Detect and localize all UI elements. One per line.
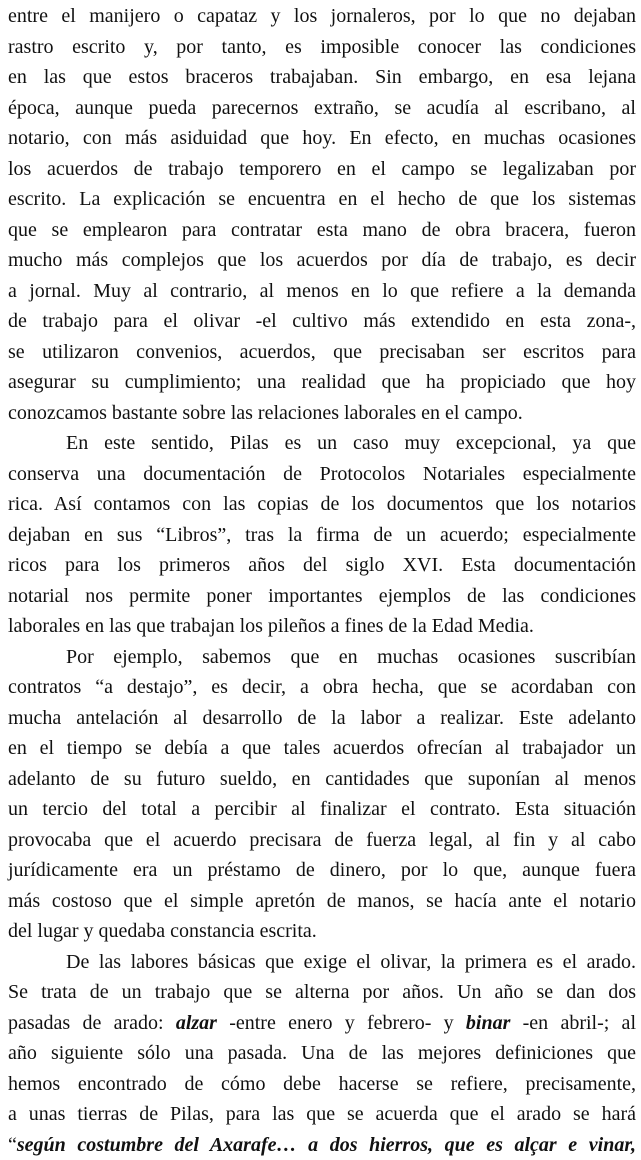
- text-segment: entre el manijero o capataz y los jornaleros, por lo que no dejaban: [8, 5, 636, 27]
- text-line: [8, 581, 636, 612]
- text-segment: contratos “a destajo”, es decir, a obra hecha, que se acordaban con: [8, 676, 636, 698]
- text-segment: ricos para los primeros años del siglo XVI. Esta documentación: [8, 554, 636, 576]
- text-segment: laborales en las que trabajan los pileños a fines de la Edad Media.: [8, 615, 534, 637]
- text-segment: En este sentido, Pilas es un caso muy excepcional, ya que: [66, 432, 636, 454]
- text-line: [8, 703, 636, 734]
- text-segment: de trabajo para el olivar -el cultivo más extendido en esta zona-,: [8, 310, 636, 332]
- text-line: [8, 398, 636, 429]
- text-line: [8, 520, 636, 551]
- text-segment: conserva una documentación de Protocolos Notariales especialmente: [8, 463, 636, 485]
- text-segment: rica. Así contamos con las copias de los documentos que los notarios: [8, 493, 636, 515]
- text-line: [8, 428, 636, 459]
- text-line: [8, 916, 636, 947]
- text-segment: adelanto de su futuro sueldo, en cantidades que suponían al menos: [8, 768, 636, 790]
- emphasized-text: binar: [466, 1012, 510, 1034]
- text-segment: De las labores básicas que exige el olivar, la primera es el arado.: [66, 951, 636, 973]
- text-segment: -en abril-; al: [510, 1012, 636, 1034]
- text-line: [8, 550, 636, 581]
- text-line: [8, 62, 636, 93]
- text-line: [8, 642, 636, 673]
- paragraph: [8, 428, 636, 642]
- text-line: [8, 184, 636, 215]
- body-text: [8, 1, 636, 1160]
- text-line: [8, 245, 636, 276]
- text-line: [8, 977, 636, 1008]
- text-segment: año siguiente sólo una pasada. Una de las mejores definiciones que: [8, 1042, 636, 1064]
- text-line: [8, 672, 636, 703]
- text-line: [8, 306, 636, 337]
- emphasized-text: según costumbre del Axarafe… a dos hierros, que es alçar e vinar,: [17, 1134, 636, 1156]
- text-segment: conozcamos bastante sobre las relaciones laborales en el campo.: [8, 402, 523, 424]
- text-segment: en el tiempo se debía a que tales acuerdos ofrecían al trabajador un: [8, 737, 636, 759]
- text-segment: a unas tierras de Pilas, para las que se acuerda que el arado se hará: [8, 1103, 636, 1125]
- text-segment: en las que estos braceros trabajaban. Sin embargo, en esa lejana: [8, 66, 636, 88]
- text-segment: un tercio del total a percibir al finalizar el contrato. Esta situación: [8, 798, 636, 820]
- text-line: [8, 32, 636, 63]
- text-segment: a jornal. Muy al contrario, al menos en lo que refiere a la demanda: [8, 280, 636, 302]
- paragraph: [8, 642, 636, 947]
- text-line: [8, 733, 636, 764]
- text-segment: notario, con más asiduidad que hoy. En efecto, en muchas ocasiones: [8, 127, 636, 149]
- text-segment: del lugar y quedaba constancia escrita.: [8, 920, 317, 942]
- document-page: [8, 0, 636, 986]
- text-segment: hemos encontrado de cómo debe hacerse se refiere, precisamente,: [8, 1073, 636, 1095]
- paragraph: [8, 947, 636, 1160]
- text-segment: notarial nos permite poner importantes ejemplos de las condiciones: [8, 585, 636, 607]
- text-segment: Se trata de un trabajo que se alterna por años. Un año se dan dos: [8, 981, 636, 1003]
- text-line: [8, 367, 636, 398]
- text-segment: dejaban en sus “Libros”, tras la firma de un acuerdo; especialmente: [8, 524, 636, 546]
- text-line: [8, 1099, 636, 1130]
- text-line: [8, 1038, 636, 1069]
- text-segment: que se emplearon para contratar esta mano de obra bracera, fueron: [8, 219, 636, 241]
- text-segment: “: [8, 1134, 17, 1156]
- text-segment: -entre enero y febrero- y: [217, 1012, 466, 1034]
- text-line: [8, 886, 636, 917]
- text-segment: más costoso que el simple apretón de manos, se hacía ante el notario: [8, 890, 636, 912]
- text-segment: los acuerdos de trabajo temporero en el campo se legalizaban por: [8, 158, 636, 180]
- text-segment: asegurar su cumplimiento; una realidad que ha propiciado que hoy: [8, 371, 636, 393]
- text-line: [8, 1008, 636, 1039]
- text-line: [8, 794, 636, 825]
- text-line: [8, 1, 636, 32]
- text-line: [8, 764, 636, 795]
- emphasized-text: alzar: [176, 1012, 217, 1034]
- text-line: [8, 825, 636, 856]
- text-line: [8, 1130, 636, 1160]
- text-segment: provocaba que el acuerdo precisara de fuerza legal, al fin y al cabo: [8, 829, 636, 851]
- text-segment: mucho más complejos que los acuerdos por día de trabajo, es decir: [8, 249, 636, 271]
- text-line: [8, 123, 636, 154]
- text-line: [8, 611, 636, 642]
- text-line: [8, 337, 636, 368]
- text-line: [8, 215, 636, 246]
- text-line: [8, 1069, 636, 1100]
- text-segment: rastro escrito y, por tanto, es imposible conocer las condiciones: [8, 36, 636, 58]
- text-line: [8, 276, 636, 307]
- text-segment: mucha antelación al desarrollo de la labor a realizar. Este adelanto: [8, 707, 636, 729]
- text-segment: escrito. La explicación se encuentra en el hecho de que los sistemas: [8, 188, 636, 210]
- text-line: [8, 489, 636, 520]
- text-segment: pasadas de arado:: [8, 1012, 176, 1034]
- text-line: [8, 947, 636, 978]
- text-line: [8, 459, 636, 490]
- text-line: [8, 855, 636, 886]
- text-line: [8, 93, 636, 124]
- text-segment: se utilizaron convenios, acuerdos, que precisaban ser escritos para: [8, 341, 636, 363]
- text-segment: Por ejemplo, sabemos que en muchas ocasiones suscribían: [66, 646, 636, 668]
- text-segment: jurídicamente era un préstamo de dinero, por lo que, aunque fuera: [8, 859, 636, 881]
- paragraph: [8, 1, 636, 428]
- text-line: [8, 154, 636, 185]
- text-segment: época, aunque pueda parecernos extraño, se acudía al escribano, al: [8, 97, 636, 119]
